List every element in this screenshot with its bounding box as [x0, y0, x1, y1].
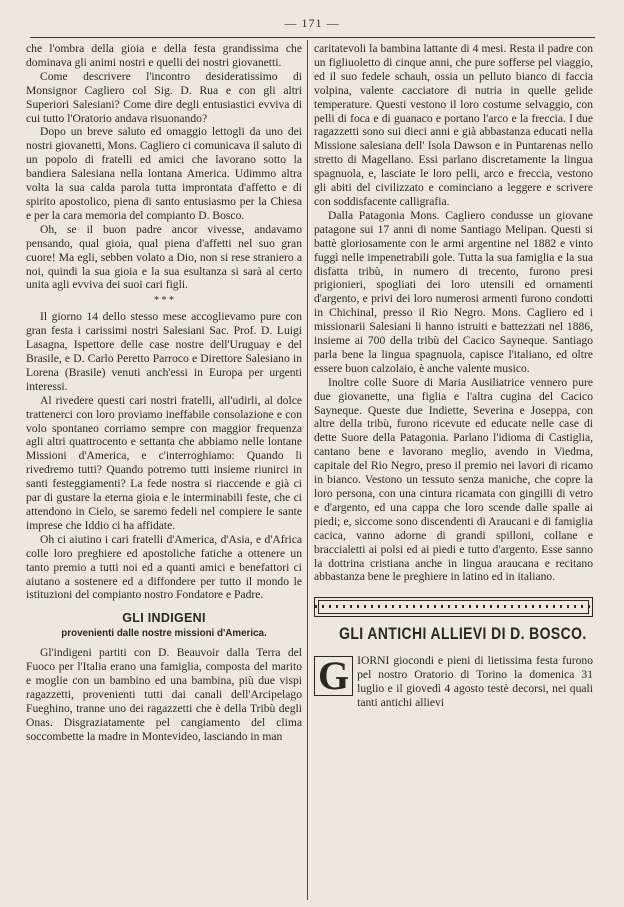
- paragraph: Al rivedere questi cari nostri fratelli, all'udirli, al dolce trattenerci con loro proviamo ineffabile consolazione e con volo spontaneo corriamo sempre con maggior frequenza agli altri quattrocento e settanta che abbiamo nelle lontane Missioni d'America, e c'interroghiamo: Quando li rivedremo tutti? Quando potremo tutti insieme riunirci in santi festeggiamenti? La fede nostra si riaccende e già ci par di gustare la eterna gioia e le interminabili feste, che ci attendono in Cielo, se saremo fedeli nel compiere le sante imprese che Iddio ci ha affidate.: [26, 393, 302, 532]
- asterism-separator: * * *: [154, 295, 174, 307]
- section-heading: GLI INDIGENI: [122, 611, 206, 626]
- page-number: — 171 —: [284, 16, 340, 30]
- paragraph: Gl'indigeni partiti con D. Beauvoir dalla Terra del Fuoco per l'Italia erano una famiglia, composta del marito e moglie con un bambino ed una bambina, più due vispi ragazzetti, provenienti tutti dai canali dell'Arcipelago Fueghino, tranne uno dei ragazzetti che è della Tribù degli Onas. Disgraziatamente pel cangiamento del clima soccombette la madre in Montevideo, lasciando in man: [26, 646, 302, 743]
- column-divider: [307, 40, 308, 900]
- article-heading: GLI ANTICHI ALLIEVI DI D. BOSCO.: [339, 624, 587, 644]
- ornamental-border: [314, 597, 593, 617]
- paragraph: caritatevoli la bambina lattante di 4 mesi. Resta il padre con un figliuoletto di cinque anni, che pure sofferse pel viaggio, ed il suo fedele schauh, ossia un pelluto bianco di faccia volpina, valente cacciatore di nutria in quelle gelide temperature. Questi vestono il loro costume selvaggio, con pelli di foca e di guanaco e portano l'arco e la freccia. I due ragazzetti sono sui dieci anni e già abbastanza educati nella Missione salesiana dell' Isola Dawson e in Puntarenas nello stretto di Magellano. Essi parlano discretamente la lingua spagnuola, e, lasciate le loro pelli, arco e freccia, vestono gli abiti del civilizzato e cominciano a leggere e scrivere con soddisfacente calligrafia.: [314, 42, 593, 208]
- paragraph: Oh ci aiutino i cari fratelli d'America, d'Asia, e d'Africa colle loro preghiere ed apostoliche fatiche a ottenere un tanto premio a tutti noi ed a quanti amici e benefattori ci aiutano a sostenere ed a diffondere per tutto il mondo le istituzioni del compianto nostro Fondatore e Padre.: [26, 532, 302, 602]
- drop-cap: G: [314, 656, 353, 696]
- paragraph: Inoltre colle Suore di Maria Ausiliatrice vennero pure due giovanette, una figlia e l'altra cugina del Cacico Sayneque. Queste due Indiette, Severina e Joseppa, con altre della tribù, furono ricevute ed educate nelle case di dette Suore della Patagonia. Parlano l'idioma di Castiglia, cantano bene e lavorano meglio, avendo in Viedma, capitale del Rio Negro, preso il premio nei lavori di ricamo in bianco. Vestono un tessuto senza maniche, che copre la loro persona, con una cintura ricamata con gingilli di vetro e d'argento, ed una cappa che loro scende dalle spalle ai piedi; e, siccome sono discendenti di Araucani e di famiglia cacica, vanno adorne di grandi spilloni, collane e braccialetti ai polsi ed ai piedi e tutto d'argento. Esse sanno la dottrina cristiana anche in lingua araucana e recitano abbastanza bene le preghiere in latino ed in italiano.: [314, 375, 593, 584]
- paragraph: Dopo un breve saluto ed omaggio lettogli da uno dei nostri giovanetti, Mons. Cagliero ci comunicava il saluto di un popolo di fratelli ed amici che lavorano sotto la bandiera Salesiana nella lontana America. Udimmo altra volta la sua calda parola tutta improntata d'affetto e di spirito apostolico, piena di santo entusiasmo per la Chiesa e per la cara memoria del compianto D. Bosco.: [26, 125, 302, 222]
- paragraph: Il giorno 14 dello stesso mese accoglievamo pure con gran festa i carissimi nostri Salesiani Sac. Prof. D. Luigi Lasagna, Ispettore delle case nostre dell'Uruguay e del Brasile, e D. Carlo Peretto Parroco e Direttore Salesiano in Lorena (Brasile) venuti anch'essi in Europa per urgenti interessi.: [26, 310, 302, 393]
- left-column: [26, 42, 302, 744]
- article-opening-text: IORNI giocondi e pieni di lietissima festa furono pel nostro Oratorio di Torino la domenica 31 luglio e il giovedì 4 agosto testè decorsi, nei quali tanti antichi allievi: [357, 654, 593, 710]
- paragraph: che l'ombra della gioia e della festa grandissima che dominava gli animi nostri e quelli dei nostri giovanetti.: [26, 42, 302, 69]
- section-subheading: provenienti dalle nostre missioni d'America.: [61, 628, 267, 640]
- paragraph: Come descrivere l'incontro desideratissimo di Monsignor Cagliero col Sig. D. Rua e con gli altri Superiori Salesiani? Come dire degli entusiastici evviva di cui tutto l'Oratorio andava risuonando?: [26, 69, 302, 125]
- header-rule: [30, 37, 595, 38]
- right-column: [314, 42, 593, 710]
- paragraph: Dalla Patagonia Mons. Cagliero condusse un giovane patagone sui 17 anni di nome Santiago Melipan. Questi si battè gloriosamente con le armi argentine nel 1882 e vinto fuggì nelle impenetrabili gole. Tutta la sua famiglia e la sua disfatta tribù, in numero di trecento, furono presi prigionieri, spogliati dei loro utensili ed ornamenti d'argento, e privi dei loro numerosi armenti furono condotti in Chichinal, presso il Rio Negro. Mons. Cagliero ed i missionarii Salesiani li hanno istruiti e battezzati nel 1886, insieme ai 700 della tribù del Cacico Sayneque. Santiago parla bene la lingua spagnuola, capisce l'italiano, ed oltre essere buon calzolaio, è anche valente musico.: [314, 208, 593, 375]
- article-opening-paragraph: [314, 654, 593, 710]
- paragraph: Oh, se il buon padre ancor vivesse, andavamo pensando, qual gioia, qual piena d'affetti nel suo gran cuore! Ma egli, sebben volato a Dio, non si rese straniero a noi, quindi la sua gioia e la sua esultanza si sarà al certo unita agli evviva dei suoi cari figli.: [26, 222, 302, 292]
